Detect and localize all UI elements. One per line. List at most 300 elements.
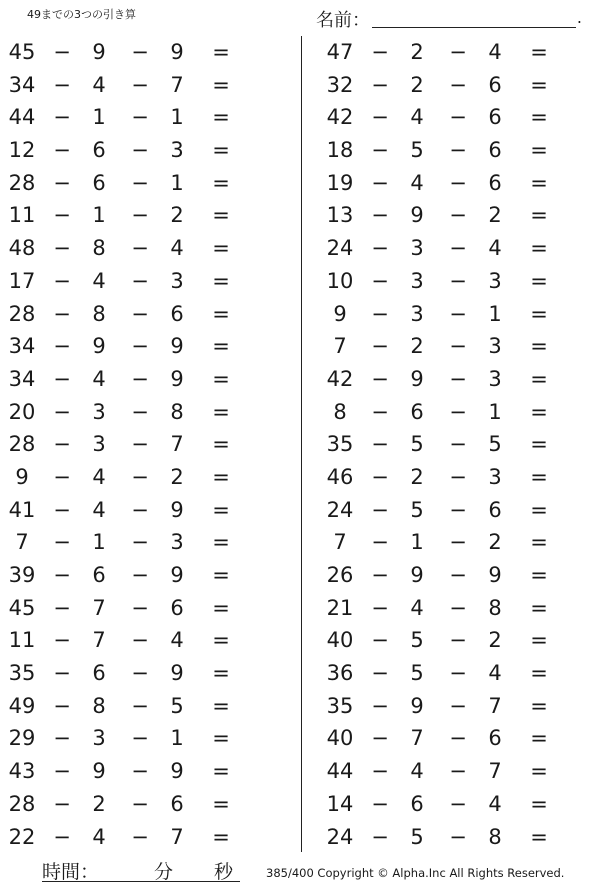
subtrahend-1: 6 (92, 170, 106, 195)
equals-sign: = (212, 464, 230, 489)
minus-sign: − (53, 563, 71, 587)
time-field[interactable] (42, 857, 240, 883)
equals-sign: = (530, 170, 548, 195)
subtrahend-2: 9 (488, 563, 502, 587)
minus-sign: − (449, 595, 467, 620)
subtrahend-1: 4 (92, 268, 106, 293)
subtrahend-2: 3 (170, 268, 184, 293)
minus-sign: − (131, 759, 149, 784)
subtrahend-2: 6 (170, 595, 184, 620)
equals-sign: = (530, 105, 548, 130)
minus-sign: − (371, 530, 389, 555)
equals-sign: = (212, 661, 230, 686)
minus-sign: − (449, 759, 467, 784)
minuend: 19 (326, 170, 354, 195)
subtrahend-1: 9 (92, 40, 106, 64)
equals-sign: = (530, 334, 548, 359)
minuend: 34 (8, 366, 36, 391)
minus-sign: − (371, 138, 389, 163)
problem-row (0, 657, 290, 690)
problem-row (318, 363, 600, 396)
minus-sign: − (53, 203, 71, 228)
problem-row (318, 36, 600, 69)
subtrahend-1: 2 (410, 334, 424, 359)
minuend: 35 (326, 693, 354, 718)
problem-row (0, 722, 290, 755)
problem-row (0, 134, 290, 167)
minuend: 24 (326, 824, 354, 849)
minuend: 17 (8, 268, 36, 293)
equals-sign: = (530, 791, 548, 816)
minus-sign: − (53, 497, 71, 522)
problem-row (0, 396, 290, 429)
name-field[interactable] (316, 4, 584, 30)
equals-sign: = (530, 497, 548, 522)
time-underline (42, 881, 240, 882)
subtrahend-2: 6 (488, 105, 502, 130)
subtrahend-2: 7 (170, 824, 184, 849)
minus-sign: − (371, 366, 389, 391)
minuend: 34 (8, 334, 36, 359)
subtrahend-2: 4 (488, 791, 502, 816)
minus-sign: − (53, 464, 71, 489)
minus-sign: − (131, 628, 149, 653)
minus-sign: − (53, 399, 71, 424)
equals-sign: = (212, 628, 230, 653)
problem-row (0, 690, 290, 723)
minus-sign: − (449, 464, 467, 489)
equals-sign: = (530, 726, 548, 751)
minuend: 34 (8, 72, 36, 97)
subtrahend-2: 9 (170, 759, 184, 784)
minus-sign: − (131, 170, 149, 195)
problem-row (0, 167, 290, 200)
subtrahend-1: 6 (410, 791, 424, 816)
minus-sign: − (449, 693, 467, 718)
subtrahend-1: 5 (410, 497, 424, 522)
minus-sign: − (449, 105, 467, 130)
problem-row (318, 265, 600, 298)
equals-sign: = (530, 268, 548, 293)
minus-sign: − (371, 203, 389, 228)
minuend: 9 (15, 464, 29, 489)
equals-sign: = (212, 301, 230, 326)
minuend: 9 (333, 301, 347, 326)
minus-sign: − (131, 203, 149, 228)
name-underline (372, 27, 576, 28)
minus-sign: − (371, 105, 389, 130)
problem-row (318, 461, 600, 494)
minuend: 45 (8, 40, 36, 64)
subtrahend-2: 9 (170, 366, 184, 391)
problem-row (0, 69, 290, 102)
minuend: 28 (8, 301, 36, 326)
minuend: 46 (326, 464, 354, 489)
problem-column-right (318, 36, 600, 853)
equals-sign: = (530, 530, 548, 555)
minuend: 8 (333, 399, 347, 424)
equals-sign: = (530, 203, 548, 228)
subtrahend-2: 8 (170, 399, 184, 424)
minus-sign: − (53, 236, 71, 261)
minus-sign: − (131, 268, 149, 293)
minuend: 36 (326, 661, 354, 686)
problem-row (0, 755, 290, 788)
minus-sign: − (449, 563, 467, 587)
equals-sign: = (212, 824, 230, 849)
minus-sign: − (449, 497, 467, 522)
problem-row (0, 559, 290, 592)
minus-sign: − (449, 661, 467, 686)
minus-sign: − (131, 366, 149, 391)
minuend: 7 (333, 530, 347, 555)
problem-row (0, 330, 290, 363)
subtrahend-1: 6 (410, 399, 424, 424)
subtrahend-1: 3 (410, 236, 424, 261)
subtrahend-2: 7 (170, 72, 184, 97)
equals-sign: = (530, 366, 548, 391)
minus-sign: − (131, 530, 149, 555)
subtrahend-2: 6 (488, 138, 502, 163)
minus-sign: − (53, 366, 71, 391)
minuend: 10 (326, 268, 354, 293)
minuend: 28 (8, 791, 36, 816)
minus-sign: − (53, 432, 71, 457)
minus-sign: − (449, 726, 467, 751)
minus-sign: − (53, 170, 71, 195)
problem-row (318, 330, 600, 363)
problem-row (318, 134, 600, 167)
minus-sign: − (371, 40, 389, 64)
subtrahend-1: 9 (92, 759, 106, 784)
minuend: 24 (326, 236, 354, 261)
minuend: 44 (326, 759, 354, 784)
minus-sign: − (449, 366, 467, 391)
subtrahend-1: 7 (410, 726, 424, 751)
problem-row (0, 624, 290, 657)
minuend: 14 (326, 791, 354, 816)
minuend: 47 (326, 40, 354, 64)
equals-sign: = (530, 693, 548, 718)
subtrahend-2: 9 (170, 497, 184, 522)
problem-row (318, 526, 600, 559)
minus-sign: − (371, 464, 389, 489)
problem-column-left (0, 36, 290, 853)
worksheet-title: 49までの3つの引き算 (27, 8, 136, 21)
equals-sign: = (530, 399, 548, 424)
equals-sign: = (530, 661, 548, 686)
equals-sign: = (212, 138, 230, 163)
subtrahend-2: 9 (170, 40, 184, 64)
subtrahend-1: 5 (410, 432, 424, 457)
problem-row (0, 494, 290, 527)
equals-sign: = (212, 595, 230, 620)
subtrahend-2: 1 (170, 105, 184, 130)
equals-sign: = (212, 563, 230, 587)
problem-row (318, 722, 600, 755)
problem-row (318, 298, 600, 331)
subtrahend-1: 4 (92, 464, 106, 489)
problem-row (0, 461, 290, 494)
subtrahend-2: 2 (488, 203, 502, 228)
problem-row (0, 821, 290, 854)
minuend: 11 (8, 628, 36, 653)
minus-sign: − (53, 334, 71, 359)
subtrahend-2: 4 (488, 40, 502, 64)
subtrahend-1: 8 (92, 301, 106, 326)
subtrahend-1: 1 (92, 105, 106, 130)
minus-sign: − (53, 301, 71, 326)
column-divider (301, 36, 302, 852)
minuend: 41 (8, 497, 36, 522)
equals-sign: = (212, 726, 230, 751)
subtrahend-1: 9 (410, 203, 424, 228)
minus-sign: − (53, 759, 71, 784)
minus-sign: − (53, 791, 71, 816)
subtrahend-2: 2 (170, 203, 184, 228)
subtrahend-1: 4 (410, 170, 424, 195)
name-label: 名前： (316, 10, 370, 31)
minuend: 20 (8, 399, 36, 424)
minuend: 42 (326, 366, 354, 391)
equals-sign: = (212, 693, 230, 718)
equals-sign: = (212, 530, 230, 555)
minus-sign: − (53, 661, 71, 686)
minus-sign: − (449, 824, 467, 849)
equals-sign: = (212, 432, 230, 457)
subtrahend-2: 4 (170, 236, 184, 261)
subtrahend-1: 6 (92, 563, 106, 587)
subtrahend-2: 8 (488, 595, 502, 620)
problem-row (0, 232, 290, 265)
minus-sign: − (371, 268, 389, 293)
equals-sign: = (530, 464, 548, 489)
minuend: 39 (8, 563, 36, 587)
minus-sign: − (131, 399, 149, 424)
subtrahend-2: 4 (488, 661, 502, 686)
minuend: 22 (8, 824, 36, 849)
subtrahend-1: 2 (92, 791, 106, 816)
subtrahend-2: 6 (488, 497, 502, 522)
subtrahend-2: 2 (488, 530, 502, 555)
time-label: 時間： (42, 861, 100, 883)
subtrahend-2: 9 (170, 563, 184, 587)
minus-sign: − (53, 72, 71, 97)
equals-sign: = (530, 72, 548, 97)
problem-row (0, 36, 290, 69)
minus-sign: − (131, 595, 149, 620)
subtrahend-2: 6 (488, 726, 502, 751)
equals-sign: = (212, 366, 230, 391)
subtrahend-1: 6 (92, 661, 106, 686)
minus-sign: − (371, 824, 389, 849)
subtrahend-2: 7 (488, 693, 502, 718)
subtrahend-1: 2 (410, 464, 424, 489)
problem-row (318, 559, 600, 592)
subtrahend-1: 3 (410, 301, 424, 326)
equals-sign: = (212, 236, 230, 261)
problem-row (0, 199, 290, 232)
minuend: 35 (8, 661, 36, 686)
minus-sign: − (449, 170, 467, 195)
minus-sign: − (449, 530, 467, 555)
equals-sign: = (530, 628, 548, 653)
minus-sign: − (449, 791, 467, 816)
minuend: 42 (326, 105, 354, 130)
equals-sign: = (212, 170, 230, 195)
problem-row (0, 101, 290, 134)
minus-sign: − (131, 661, 149, 686)
minus-sign: − (53, 268, 71, 293)
minus-sign: − (131, 138, 149, 163)
problem-row (318, 690, 600, 723)
minus-sign: − (449, 301, 467, 326)
minus-sign: − (131, 40, 149, 64)
subtrahend-1: 4 (92, 824, 106, 849)
minus-sign: − (371, 759, 389, 784)
subtrahend-2: 5 (170, 693, 184, 718)
minus-sign: − (53, 595, 71, 620)
minus-sign: − (131, 301, 149, 326)
subtrahend-1: 3 (92, 399, 106, 424)
subtrahend-1: 6 (92, 138, 106, 163)
subtrahend-2: 7 (488, 759, 502, 784)
subtrahend-2: 8 (488, 824, 502, 849)
subtrahend-2: 3 (170, 530, 184, 555)
equals-sign: = (212, 203, 230, 228)
minuend: 45 (8, 595, 36, 620)
subtrahend-2: 3 (488, 334, 502, 359)
minus-sign: − (371, 334, 389, 359)
minuend: 7 (15, 530, 29, 555)
minus-sign: − (131, 563, 149, 587)
problem-row (0, 428, 290, 461)
subtrahend-1: 5 (410, 138, 424, 163)
minus-sign: − (371, 72, 389, 97)
subtrahend-1: 2 (410, 72, 424, 97)
problem-row (318, 232, 600, 265)
minus-sign: − (131, 72, 149, 97)
minus-sign: − (371, 693, 389, 718)
problem-row (318, 396, 600, 429)
minus-sign: − (449, 432, 467, 457)
minus-sign: − (371, 595, 389, 620)
problem-row (318, 624, 600, 657)
minus-sign: − (449, 203, 467, 228)
subtrahend-2: 4 (488, 236, 502, 261)
minuend: 40 (326, 628, 354, 653)
minus-sign: − (449, 72, 467, 97)
minus-sign: − (53, 824, 71, 849)
minuend: 28 (8, 432, 36, 457)
equals-sign: = (212, 791, 230, 816)
subtrahend-2: 3 (488, 366, 502, 391)
minus-sign: − (449, 399, 467, 424)
minus-sign: − (371, 661, 389, 686)
problem-row (318, 69, 600, 102)
problem-row (0, 298, 290, 331)
equals-sign: = (530, 236, 548, 261)
subtrahend-1: 5 (410, 628, 424, 653)
equals-sign: = (212, 334, 230, 359)
problem-row (318, 821, 600, 854)
minus-sign: − (131, 726, 149, 751)
equals-sign: = (530, 432, 548, 457)
problem-row (0, 265, 290, 298)
subtrahend-2: 4 (170, 628, 184, 653)
minus-sign: − (53, 40, 71, 64)
minuend: 28 (8, 170, 36, 195)
minus-sign: − (449, 334, 467, 359)
subtrahend-1: 5 (410, 824, 424, 849)
subtrahend-1: 8 (92, 693, 106, 718)
minus-sign: − (371, 301, 389, 326)
minus-sign: − (371, 432, 389, 457)
subtrahend-1: 1 (92, 203, 106, 228)
minuend: 18 (326, 138, 354, 163)
subtrahend-2: 2 (488, 628, 502, 653)
minus-sign: − (53, 138, 71, 163)
subtrahend-1: 3 (92, 432, 106, 457)
subtrahend-2: 1 (488, 301, 502, 326)
minuend: 44 (8, 105, 36, 130)
equals-sign: = (530, 563, 548, 587)
minus-sign: − (371, 170, 389, 195)
equals-sign: = (530, 301, 548, 326)
problem-row (0, 526, 290, 559)
subtrahend-1: 5 (410, 661, 424, 686)
minuend: 21 (326, 595, 354, 620)
name-period: . (576, 8, 582, 27)
subtrahend-2: 6 (488, 72, 502, 97)
equals-sign: = (212, 497, 230, 522)
minus-sign: − (371, 628, 389, 653)
equals-sign: = (530, 824, 548, 849)
equals-sign: = (530, 595, 548, 620)
subtrahend-1: 4 (92, 72, 106, 97)
subtrahend-2: 6 (170, 301, 184, 326)
subtrahend-2: 1 (170, 170, 184, 195)
minus-sign: − (449, 268, 467, 293)
minus-sign: − (371, 399, 389, 424)
subtrahend-1: 3 (410, 268, 424, 293)
minus-sign: − (53, 105, 71, 130)
minus-sign: − (131, 334, 149, 359)
minus-sign: − (131, 497, 149, 522)
subtrahend-1: 1 (410, 530, 424, 555)
problem-row (318, 101, 600, 134)
minuend: 7 (333, 334, 347, 359)
problem-row (0, 788, 290, 821)
minus-sign: − (131, 464, 149, 489)
minus-sign: − (53, 530, 71, 555)
equals-sign: = (530, 759, 548, 784)
subtrahend-2: 3 (488, 268, 502, 293)
subtrahend-1: 7 (92, 595, 106, 620)
equals-sign: = (530, 138, 548, 163)
subtrahend-1: 7 (92, 628, 106, 653)
subtrahend-2: 1 (488, 399, 502, 424)
minus-sign: − (371, 563, 389, 587)
equals-sign: = (530, 40, 548, 64)
subtrahend-1: 4 (410, 759, 424, 784)
problem-row (318, 755, 600, 788)
minuend: 35 (326, 432, 354, 457)
minus-sign: − (449, 138, 467, 163)
copyright-text: 385/400 Copyright © Alpha.Inc All Rights Reserved. (266, 866, 565, 880)
subtrahend-1: 9 (410, 693, 424, 718)
minus-sign: − (371, 726, 389, 751)
